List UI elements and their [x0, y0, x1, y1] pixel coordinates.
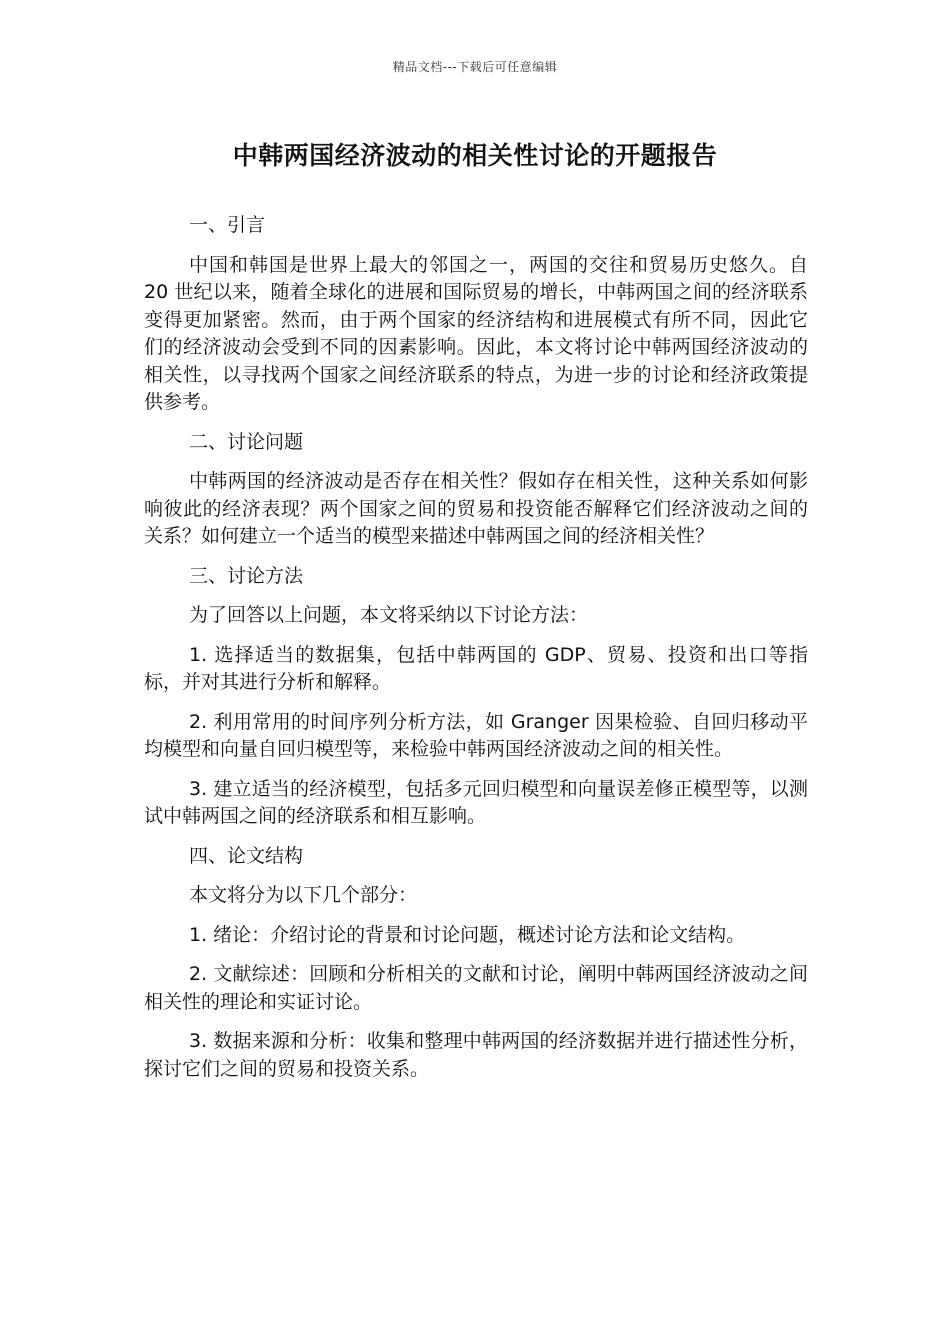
list-item-method-1: 1. 选择适当的数据集，包括中韩两国的 GDP、贸易、投资和出口等指标，并对其进行分析和解释。	[144, 643, 808, 693]
section-heading-questions: 二、讨论问题	[189, 430, 304, 453]
document-title: 中韩两国经济波动的相关性讨论的开题报告	[232, 141, 718, 170]
list-item-method-3: 3. 建立适当的经济模型，包括多元回归模型和向量误差修正模型等，以测试中韩两国之间的经济联系和相互影响。	[144, 777, 808, 827]
list-item-structure-3: 3. 数据来源和分析：收集和整理中韩两国的经济数据并进行描述性分析，探讨它们之间的贸易和投资关系。	[144, 1030, 808, 1080]
header-note: 精品文档---下载后可任意编辑	[392, 60, 558, 74]
section-heading-methods: 三、讨论方法	[189, 564, 304, 587]
section-heading-structure: 四、论文结构	[189, 844, 304, 867]
list-item-method-2: 2. 利用常用的时间序列分析方法，如 Granger 因果检验、自回归移动平均模型和向量自回归模型等，来检验中韩两国经济波动之间的相关性。	[144, 710, 808, 760]
list-item-structure-2: 2. 文献综述：回顾和分析相关的文献和讨论，阐明中韩两国经济波动之间相关性的理论和实证讨论。	[144, 963, 808, 1013]
section-heading-introduction: 一、引言	[189, 214, 266, 236]
list-item-structure-1: 1. 绪论：介绍讨论的背景和讨论问题，概述讨论方法和论文结构。	[189, 923, 746, 946]
paragraph-questions: 中韩两国的经济波动是否存在相关性？假如存在相关性，这种关系如何影响彼此的经济表现？两个国家之间的贸易和投资能否解释它们经济波动之间的关系？如何建立一个适当的模型来描述中韩两国之间的经济相关性？	[144, 470, 808, 547]
paragraph-methods-intro: 为了回答以上问题，本文将采纳以下讨论方法：	[189, 604, 589, 626]
paragraph-introduction: 中国和韩国是世界上最大的邻国之一，两国的交往和贸易历史悠久。自 20 世纪以来，随着全球化的进展和国际贸易的增长，中韩两国之间的经济联系变得更加紧密。然而，由于两个国家的经济结构和进展模式有所不同，因此它们的经济波动会受到不同的因素影响。因此，本文将讨论中韩两国经济波动的相关性，以寻找两个国家之间经济联系的特点，为进一步的讨论和经济政策提供参考。	[144, 253, 808, 413]
document-body	[144, 212, 808, 1095]
paragraph-structure-intro: 本文将分为以下几个部分：	[189, 884, 418, 906]
